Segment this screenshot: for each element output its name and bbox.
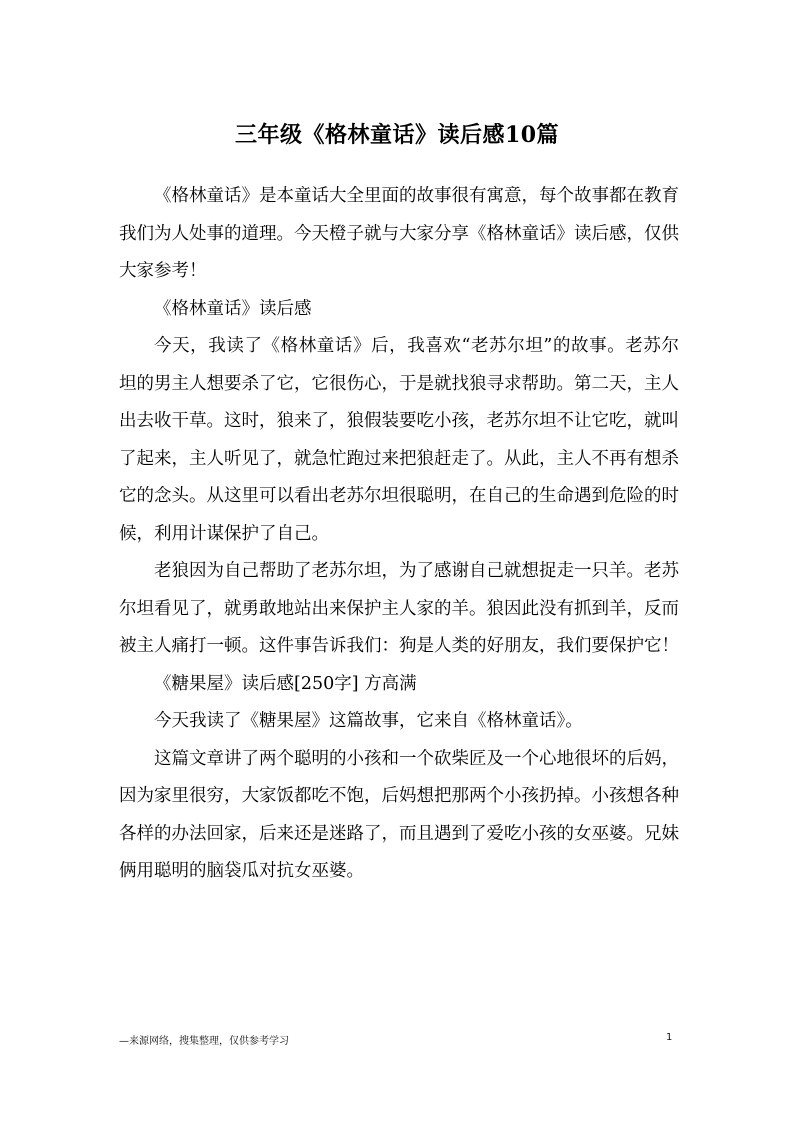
body-paragraph: 今天，我读了《格林童话》后，我喜欢“老苏尔坦”的故事。老苏尔坦的男主人想要杀了它，它很伤心，于是就找狼寻求帮助。第二天，主人出去收干草。这时，狼来了，狼假装要吃小孩，老苏尔坦不让它吃，就叫了起来，主人听见了，就急忙跑过来把狼赶走了。从此，主人不再有想杀它的念头。从这里可以看出老苏尔坦很聪明，在自己的生命遇到危险的时候，利用计谋保护了自己。 <box>119 336 679 544</box>
page-number: 1 <box>666 1032 673 1043</box>
document-title: 三年级《格林童话》读后感10篇 <box>234 122 560 148</box>
body-paragraph: 这篇文章讲了两个聪明的小孩和一个砍柴匠及一个心地很坏的后妈，因为家里很穷，大家饭都吃不饱，后妈想把那两个小孩扔掉。小孩想各种各样的办法回家，后来还是迷路了，而且遇到了爱吃小孩的女巫婆。兄妹俩用聪明的脑袋瓜对抗女巫婆。 <box>119 748 679 881</box>
body-paragraph: 今天我读了《糖果屋》这篇故事，它来自《格林童话》。 <box>154 711 583 731</box>
section-heading: 《格林童话》读后感 <box>154 298 312 319</box>
footer-source-note: —来源网络，搜集整理，仅供参考学习 <box>119 1036 289 1047</box>
document-body <box>119 178 679 891</box>
intro-paragraph: 《格林童话》是本童话大全里面的故事很有寓意，每个故事都在教育我们为人处事的道理。今天橙子就与大家分享《格林童话》读后感，仅供大家参考！ <box>119 186 679 281</box>
section-heading: 《糖果屋》读后感[250字] 方高满 <box>154 673 417 694</box>
body-paragraph: 老狼因为自己帮助了老苏尔坦，为了感谢自己就想捉走一只羊。老苏尔坦看见了，就勇敢地站出来保护主人家的羊。狼因此没有抓到羊，反而被主人痛打一顿。这件事告诉我们：狗是人类的好朋友，我们要保护它！ <box>119 561 679 656</box>
